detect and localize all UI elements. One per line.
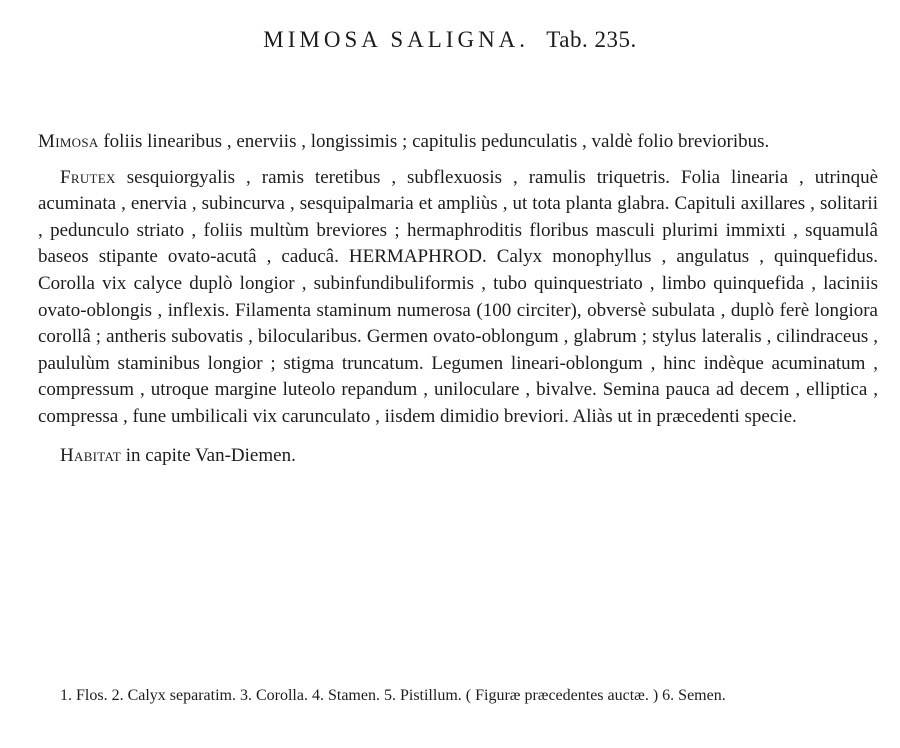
description-paragraph <box>38 165 878 431</box>
plate-number: Tab. 235. <box>546 27 637 52</box>
species-name: MIMOSA SALIGNA. <box>263 27 530 52</box>
diagnosis-text: foliis linearibus , enerviis , longissimis ; capitulis pedunculatis , valdè folio brevioribus. <box>103 131 770 152</box>
diagnosis-genus: Mimosa <box>38 131 99 152</box>
page-title <box>0 26 900 54</box>
title-spacer <box>535 27 541 52</box>
habitat-paragraph <box>38 443 878 470</box>
habitat-text: in capite Van-Diemen. <box>125 444 296 466</box>
habitat-lead: Habitat <box>60 444 121 466</box>
description-lead: Frutex <box>60 166 116 188</box>
description-text: sesquiorgyalis , ramis teretibus , subflexuosis , ramulis triquetris. Folia linearia , utrinquè acuminata , enervia , subincurva , sesquipalmaria et ampliùs , ut tota planta glabra. Capituli axillares , solitarii , pedunculo striato , foliis multùm breviores ; hermaphroditis floribus masculi plurimi immixti , squamulâ baseos stipante ovato-acutâ , caducâ. HERMAPHROD. Calyx monophyllus , angulatus , quinquefidus. Corolla vix calyce duplò longior , subinfundibuliformis , tubo quinquestriato , limbo quinquefida , laciniis ovato-oblongis , inflexis. Filamenta staminum numerosa (100 circiter), obversè subulata , duplò ferè longiora corollâ ; antheris subovatis , bilocularibus. Germen ovato-oblongum , glabrum ; stylus lateralis , cilindraceus , paululùm staminibus longior ; stigma truncatum. Legumen lineari-oblongum , hinc indèque acuminatum , compressum , utroque margine luteolo repandum , uniloculare , bivalve. Semina pauca ad decem , elliptica , compressa , fune umbilicali vix carunculato , iisdem dimidio breviori. Aliàs ut in præcedenti specie. <box>38 166 879 427</box>
diagnosis-paragraph <box>38 129 878 156</box>
body-text <box>38 129 878 469</box>
figure-caption: 1. Flos. 2. Calyx separatim. 3. Corolla. 4. Stamen. 5. Pistillum. ( Figuræ præcedentes auctæ. ) 6. Semen. <box>60 687 726 704</box>
